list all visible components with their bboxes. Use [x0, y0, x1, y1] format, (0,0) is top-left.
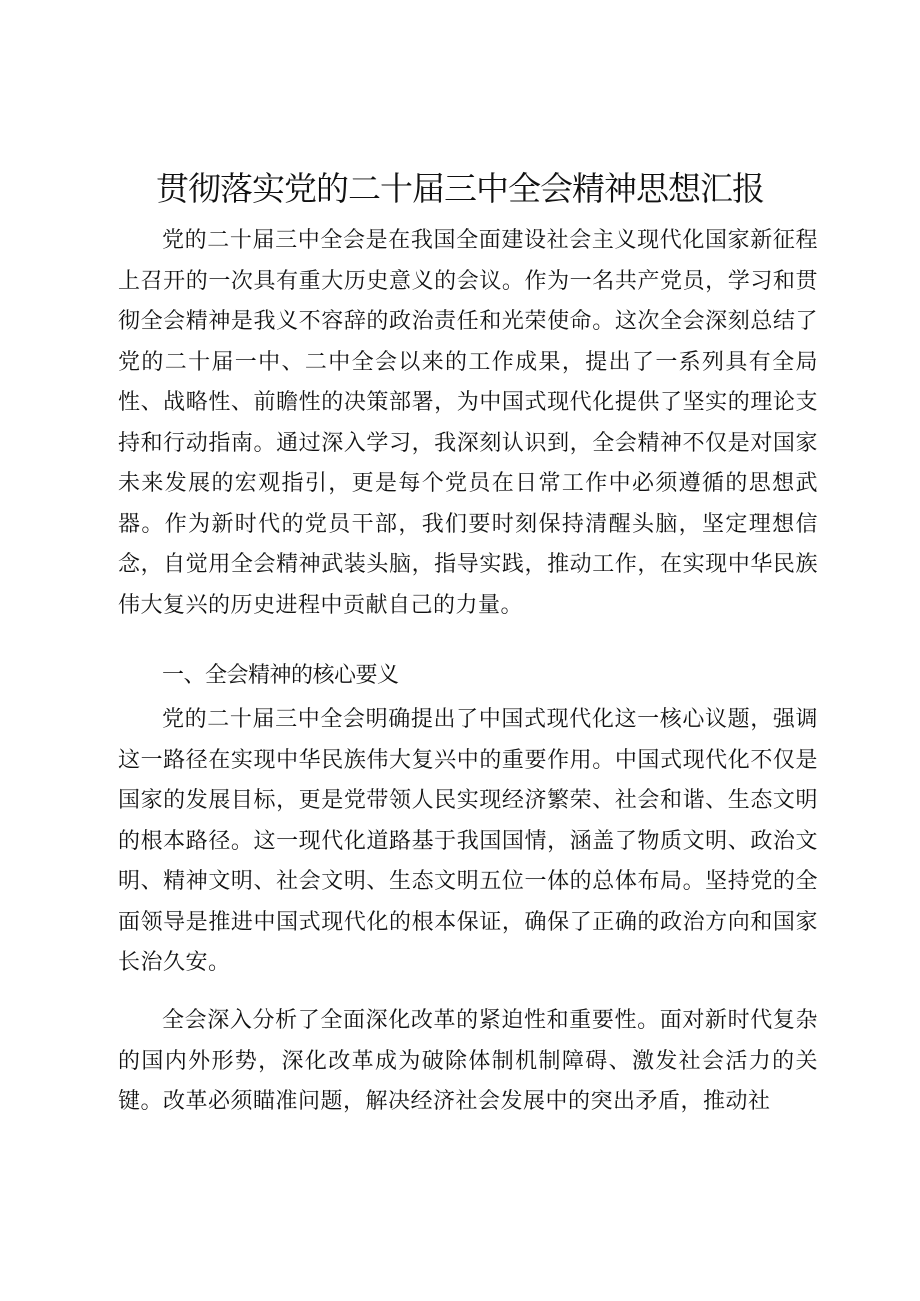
- section-paragraph-1: 党的二十届三中全会明确提出了中国式现代化这一核心议题，强调这一路径在实现中华民族伟大复兴中的重要作用。中国式现代化不仅是国家的发展目标，更是党带领人民实现经济繁荣、社会和谐、生态文明的根本路径。这一现代化道路基于我国国情，涵盖了物质文明、政治文明、精神文明、社会文明、生态文明五位一体的总体布局。坚持党的全面领导是推进中国式现代化的根本保证，确保了正确的政治方向和国家长治久安。: [118, 707, 818, 975]
- section-heading: 一、全会精神的核心要义: [162, 663, 399, 688]
- intro-paragraph: 党的二十届三中全会是在我国全面建设社会主义现代化国家新征程上召开的一次具有重大历史意义的会议。作为一名共产党员，学习和贯彻全会精神是我义不容辞的政治责任和光荣使命。这次全会深刻总结了党的二十届一中、二中全会以来的工作成果，提出了一系列具有全局性、战略性、前瞻性的决策部署，为中国式现代化提供了坚实的理论支持和行动指南。通过深入学习，我深刻认识到，全会精神不仅是对国家未来发展的宏观指引，更是每个党员在日常工作中必须遵循的思想武器。作为新时代的党员干部，我们要时刻保持清醒头脑，坚定理想信念，自觉用全会精神武装头脑，指导实践，推动工作，在实现中华民族伟大复兴的历史进程中贡献自己的力量。: [118, 228, 818, 618]
- document-title: 贯彻落实党的二十届三中全会精神思想汇报: [156, 169, 764, 208]
- section-paragraph-2: 全会深入分析了全面深化改革的紧迫性和重要性。面对新时代复杂的国内外形势，深化改革成为破除体制机制障碍、激发社会活力的关键。改革必须瞄准问题，解决经济社会发展中的突出矛盾，推动社: [118, 1008, 818, 1114]
